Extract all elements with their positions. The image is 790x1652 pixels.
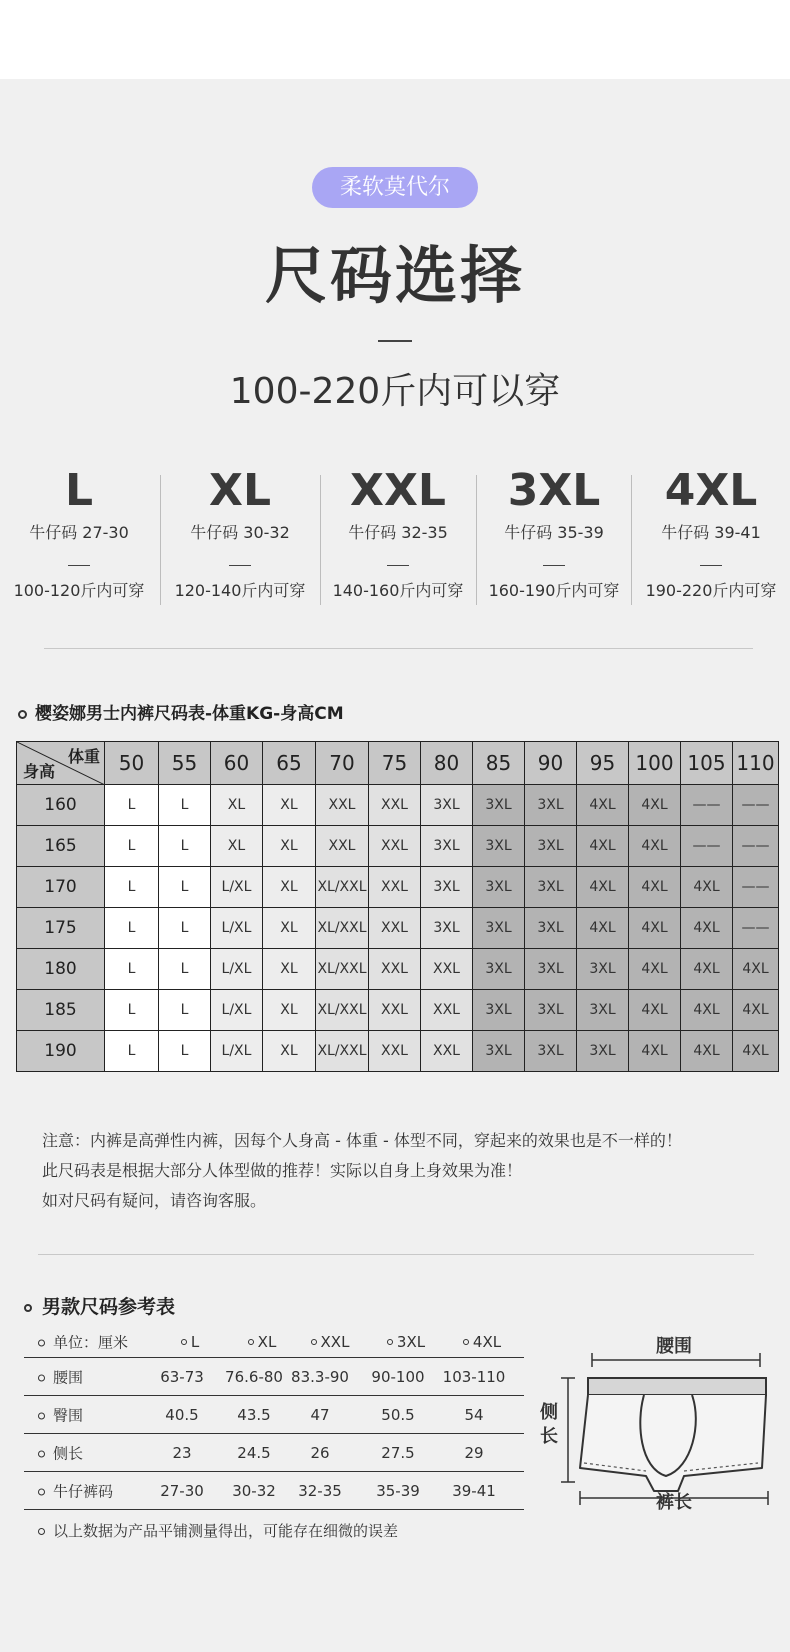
ref-value: 27.5	[381, 1443, 415, 1462]
ref-value: 47	[310, 1405, 330, 1424]
size-cell: XXL	[369, 785, 421, 826]
top-white-band	[0, 0, 790, 79]
side-label-top: 侧	[540, 1402, 558, 1423]
size-cell: L	[105, 867, 159, 908]
ref-size-header: 3XL	[366, 1333, 446, 1351]
size-cell: XL/XXL	[316, 908, 369, 949]
size-cell: ——	[733, 908, 779, 949]
size-cell: XXL	[421, 1031, 473, 1072]
size-cell: XL	[263, 949, 316, 990]
bullet-circle-icon	[18, 710, 27, 719]
column-separator	[631, 475, 632, 605]
size-cell: 3XL	[421, 785, 473, 826]
weight-header: 50	[105, 742, 159, 785]
ref-value: 32-35	[298, 1481, 342, 1500]
size-divider	[387, 565, 409, 566]
size-name: 4XL	[664, 465, 758, 516]
column-separator	[320, 475, 321, 605]
size-cell: 3XL	[525, 1031, 577, 1072]
size-column-xxl	[320, 465, 476, 615]
size-cell: L	[159, 990, 211, 1031]
size-cell: ——	[733, 867, 779, 908]
size-cell: XL/XXL	[316, 867, 369, 908]
ref-value: 35-39	[376, 1481, 420, 1500]
weight-header: 80	[421, 742, 473, 785]
size-cell: 3XL	[421, 826, 473, 867]
size-cell: L/XL	[211, 908, 263, 949]
note-line: 如对尺码有疑问，请咨询客服。	[42, 1191, 267, 1210]
size-divider	[229, 565, 251, 566]
size-weight-range: 120-140斤内可穿	[174, 581, 306, 600]
size-cell: XL	[211, 826, 263, 867]
table-row	[17, 826, 779, 867]
size-cell: L	[105, 908, 159, 949]
size-cell: XL	[263, 1031, 316, 1072]
size-cell: 4XL	[629, 990, 681, 1031]
table-header-row	[17, 742, 779, 785]
reference-table	[24, 1326, 524, 1510]
page-subtitle: 100-220斤内可以穿	[229, 371, 561, 412]
table-corner-cell	[17, 742, 105, 785]
size-cell: 4XL	[577, 785, 629, 826]
weight-header: 65	[263, 742, 316, 785]
size-cell: L/XL	[211, 1031, 263, 1072]
ref-value: 103-110	[442, 1367, 506, 1386]
size-cell: L	[105, 949, 159, 990]
size-column-3xl	[476, 465, 632, 615]
size-cell: 3XL	[525, 949, 577, 990]
side-label-bottom: 长	[540, 1426, 558, 1447]
size-cell: XXL	[369, 867, 421, 908]
size-jeans-range: 牛仔码 32-35	[348, 523, 448, 542]
size-cell: 4XL	[629, 867, 681, 908]
table-row	[17, 908, 779, 949]
material-badge: 柔软莫代尔	[312, 167, 478, 208]
height-header: 180	[17, 949, 105, 990]
size-cell: XL	[263, 826, 316, 867]
size-cell: XXL	[369, 1031, 421, 1072]
size-cell: XXL	[369, 990, 421, 1031]
ref-value: 40.5	[165, 1405, 199, 1424]
ref-row-label: 牛仔裤码	[38, 1480, 113, 1501]
bullet-circle-icon	[24, 1304, 32, 1312]
reference-row-hip	[24, 1396, 524, 1434]
size-cell: 3XL	[577, 1031, 629, 1072]
height-header: 190	[17, 1031, 105, 1072]
size-cell: 3XL	[577, 990, 629, 1031]
ref-row-label: 腰围	[38, 1366, 83, 1387]
size-weight-range: 100-120斤内可穿	[13, 581, 145, 600]
size-cell: XXL	[316, 826, 369, 867]
size-cell: L/XL	[211, 867, 263, 908]
section-divider	[44, 648, 753, 649]
size-cell: 3XL	[421, 908, 473, 949]
size-cell: XL	[263, 908, 316, 949]
size-column-l	[0, 465, 158, 615]
size-cell: 4XL	[629, 785, 681, 826]
table-row	[17, 867, 779, 908]
size-table	[16, 741, 779, 1072]
weight-header: 110	[733, 742, 779, 785]
length-label: 裤长	[656, 1492, 692, 1513]
weight-header: 85	[473, 742, 525, 785]
size-weight-range: 190-220斤内可穿	[645, 581, 777, 600]
size-cell: XXL	[369, 949, 421, 990]
table-row	[17, 785, 779, 826]
size-table-heading	[18, 699, 344, 724]
size-cell: 4XL	[577, 908, 629, 949]
corner-weight-label: 体重	[67, 747, 100, 766]
size-column-xl	[160, 465, 320, 615]
size-cell: 3XL	[473, 990, 525, 1031]
ref-row-label: 臀围	[38, 1404, 83, 1425]
size-cell: 4XL	[629, 1031, 681, 1072]
weight-header: 105	[681, 742, 733, 785]
size-jeans-range: 牛仔码 39-41	[661, 523, 761, 542]
page-title: 尺码选择	[264, 239, 525, 312]
reference-header-row	[24, 1326, 524, 1358]
size-cell: XL	[263, 990, 316, 1031]
size-cell: L/XL	[211, 990, 263, 1031]
size-cell: L	[105, 785, 159, 826]
size-cell: L	[105, 990, 159, 1031]
section-divider	[38, 1254, 754, 1255]
size-cell: XXL	[369, 908, 421, 949]
waist-label: 腰围	[656, 1336, 692, 1357]
ref-value: 27-30	[160, 1481, 204, 1500]
note-line: 注意：内裤是高弹性内裤，因每个人身高 - 体重 - 体型不同，穿起来的效果也是不一样的！	[42, 1131, 682, 1150]
size-divider	[700, 565, 722, 566]
ref-size-header: L	[150, 1333, 230, 1351]
ref-size-header: XXL	[290, 1333, 370, 1351]
reference-footnote: 以上数据为产品平铺测量得出，可能存在细微的误差	[38, 1520, 398, 1541]
size-cell: 3XL	[421, 867, 473, 908]
ref-value: 83.3-90	[291, 1367, 349, 1386]
weight-header: 70	[316, 742, 369, 785]
size-cell: L	[159, 826, 211, 867]
size-cell: 4XL	[681, 990, 733, 1031]
ref-value: 76.6-80	[225, 1367, 283, 1386]
weight-header: 90	[525, 742, 577, 785]
size-table-title: 樱姿娜男士内裤尺码表-体重KG-身高CM	[35, 704, 344, 724]
size-cell: ——	[681, 785, 733, 826]
ref-row-label: 侧长	[38, 1442, 83, 1463]
size-cell: XL/XXL	[316, 949, 369, 990]
ref-value: 23	[172, 1443, 192, 1462]
size-name: XL	[209, 465, 271, 516]
size-cell: 4XL	[681, 949, 733, 990]
height-header: 175	[17, 908, 105, 949]
size-cell: 3XL	[525, 990, 577, 1031]
size-cell: ——	[733, 785, 779, 826]
ref-value: 90-100	[371, 1367, 425, 1386]
size-cell: L	[105, 1031, 159, 1072]
boxer-diagram	[536, 1328, 790, 1518]
size-cell: 4XL	[629, 908, 681, 949]
size-cell: 4XL	[629, 949, 681, 990]
reference-row-jeans	[24, 1472, 524, 1510]
notes-block	[42, 1126, 682, 1216]
size-cell: XL/XXL	[316, 1031, 369, 1072]
ref-value: 26	[310, 1443, 330, 1462]
ref-value: 24.5	[237, 1443, 271, 1462]
ref-value: 30-32	[232, 1481, 276, 1500]
reference-heading	[24, 1292, 175, 1319]
size-cell: XXL	[421, 949, 473, 990]
ref-value: 43.5	[237, 1405, 271, 1424]
size-cell: XXL	[369, 826, 421, 867]
size-cell: L	[159, 867, 211, 908]
ref-value: 54	[464, 1405, 484, 1424]
ref-size-header: 4XL	[442, 1333, 522, 1351]
size-jeans-range: 牛仔码 30-32	[190, 523, 290, 542]
ref-value: 50.5	[381, 1405, 415, 1424]
size-cell: 4XL	[577, 867, 629, 908]
size-cell: 3XL	[473, 908, 525, 949]
height-header: 165	[17, 826, 105, 867]
weight-header: 100	[629, 742, 681, 785]
size-cell: L	[159, 908, 211, 949]
size-cell: XL	[263, 785, 316, 826]
size-cell: L	[105, 826, 159, 867]
size-name: 3XL	[507, 465, 601, 516]
size-jeans-range: 牛仔码 35-39	[504, 523, 604, 542]
size-weight-range: 160-190斤内可穿	[488, 581, 620, 600]
table-row	[17, 949, 779, 990]
ref-value: 29	[464, 1443, 484, 1462]
size-cell: 3XL	[577, 949, 629, 990]
size-cell: 4XL	[681, 867, 733, 908]
size-divider	[68, 565, 90, 566]
size-cell: XL	[263, 867, 316, 908]
ref-value: 63-73	[160, 1367, 204, 1386]
size-cell: 4XL	[733, 990, 779, 1031]
size-cell: 4XL	[733, 949, 779, 990]
size-cell: 3XL	[473, 949, 525, 990]
size-cell: 3XL	[525, 908, 577, 949]
weight-header: 55	[159, 742, 211, 785]
boxer-outline-icon	[536, 1328, 790, 1518]
size-cell: 3XL	[473, 867, 525, 908]
size-cell: XL/XXL	[316, 990, 369, 1031]
height-header: 170	[17, 867, 105, 908]
size-cell: 3XL	[525, 867, 577, 908]
reference-row-side-length	[24, 1434, 524, 1472]
ref-value: 39-41	[452, 1481, 496, 1500]
size-cell: 4XL	[733, 1031, 779, 1072]
size-overview	[0, 465, 790, 615]
size-cell: XXL	[421, 990, 473, 1031]
size-cell: XL	[211, 785, 263, 826]
weight-header: 75	[369, 742, 421, 785]
size-weight-range: 140-160斤内可穿	[332, 581, 464, 600]
size-name: L	[64, 465, 94, 516]
size-cell: ——	[733, 826, 779, 867]
size-cell: XXL	[316, 785, 369, 826]
height-header: 185	[17, 990, 105, 1031]
size-cell: 3XL	[525, 785, 577, 826]
size-cell: 3XL	[473, 826, 525, 867]
size-cell: 4XL	[681, 908, 733, 949]
size-cell: 4XL	[681, 1031, 733, 1072]
weight-header: 60	[211, 742, 263, 785]
size-cell: L	[159, 949, 211, 990]
size-column-4xl	[632, 465, 790, 615]
size-cell: L/XL	[211, 949, 263, 990]
size-cell: 3XL	[473, 1031, 525, 1072]
reference-title: 男款尺码参考表	[42, 1296, 176, 1318]
size-cell: 3XL	[525, 826, 577, 867]
size-cell: 4XL	[629, 826, 681, 867]
size-jeans-range: 牛仔码 27-30	[29, 523, 129, 542]
size-cell: L	[159, 785, 211, 826]
ref-size-header: XL	[222, 1333, 302, 1351]
height-header: 160	[17, 785, 105, 826]
column-separator	[160, 475, 161, 605]
size-cell: 4XL	[577, 826, 629, 867]
size-name: XXL	[350, 465, 446, 516]
weight-header: 95	[577, 742, 629, 785]
title-divider	[378, 340, 412, 342]
table-row	[17, 1031, 779, 1072]
column-separator	[476, 475, 477, 605]
size-cell: L	[159, 1031, 211, 1072]
size-cell: ——	[681, 826, 733, 867]
corner-height-label: 身高	[23, 762, 56, 781]
note-line: 此尺码表是根据大部分人体型做的推荐！实际以自身上身效果为准！	[42, 1161, 523, 1180]
size-divider	[543, 565, 565, 566]
unit-label: 单位：厘米	[38, 1331, 128, 1352]
table-row	[17, 990, 779, 1031]
reference-row-waist	[24, 1358, 524, 1396]
size-cell: 3XL	[473, 785, 525, 826]
